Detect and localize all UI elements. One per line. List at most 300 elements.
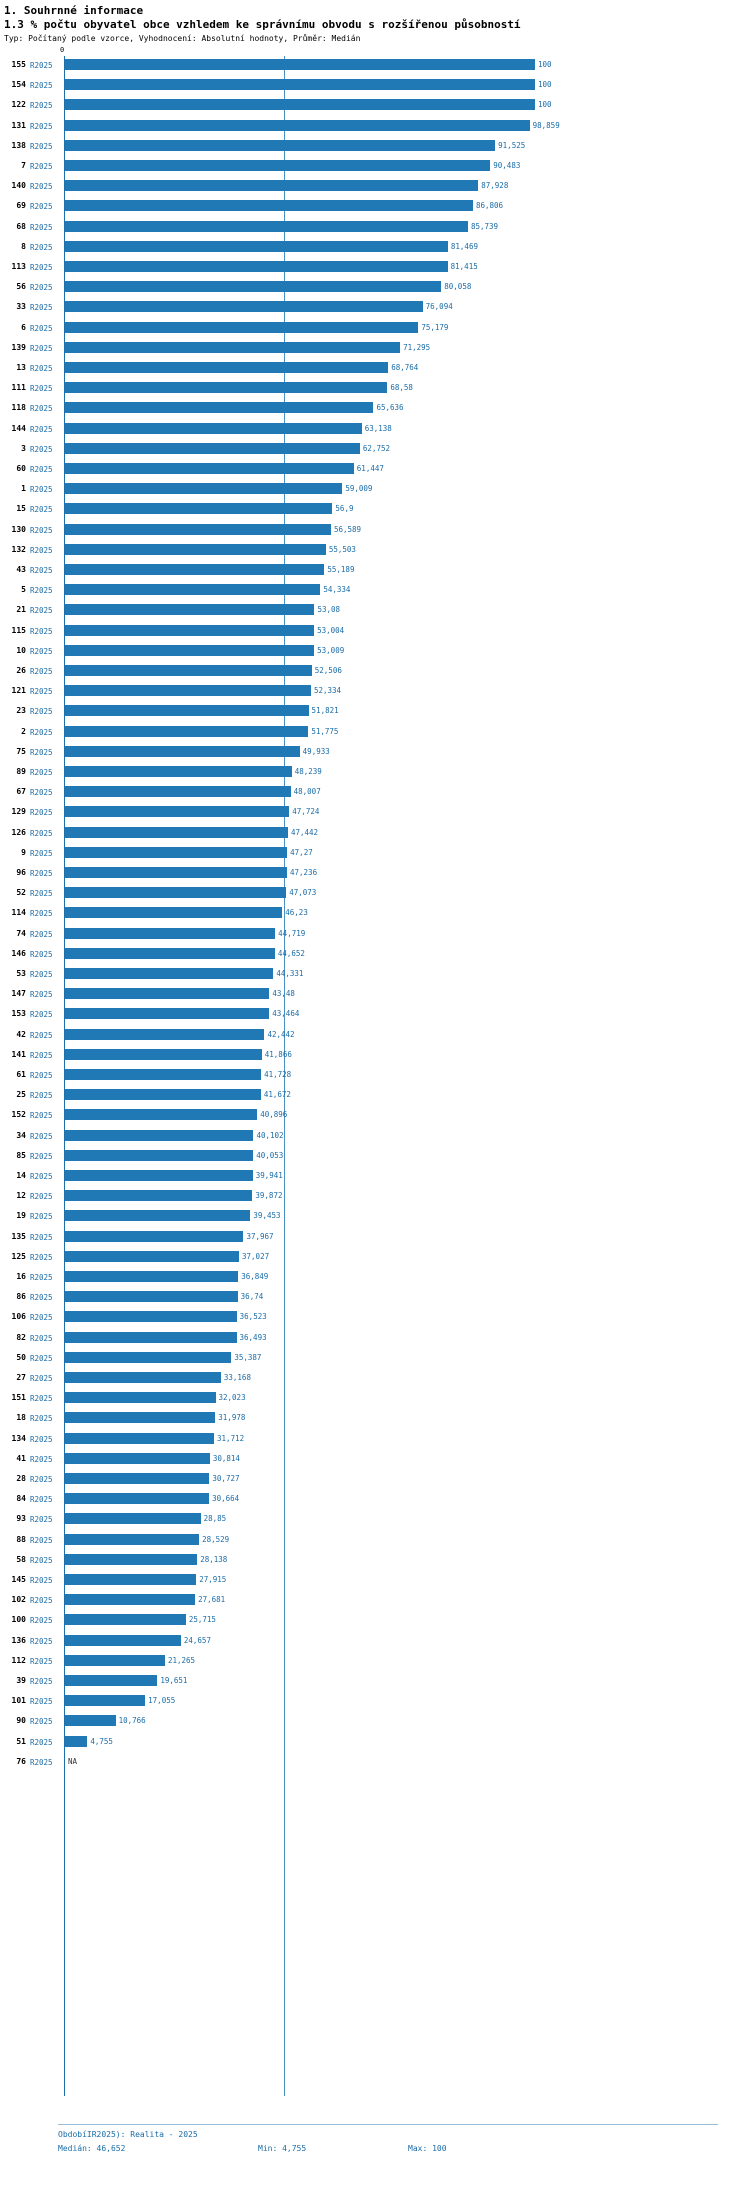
bar[interactable] (65, 827, 288, 838)
bar[interactable] (65, 180, 478, 191)
row-rank-label: 136 (11, 1635, 26, 1645)
bar-value-label: 33,168 (223, 1373, 251, 1382)
bar[interactable] (65, 1412, 215, 1423)
bar-value-label: 56,589 (333, 524, 362, 534)
row-rank-label: 146 (11, 948, 26, 958)
bar[interactable] (65, 1069, 261, 1080)
bar-value-label: 53,009 (317, 645, 345, 655)
bar[interactable] (65, 79, 535, 90)
bar-value-label: NA (68, 1756, 78, 1766)
bar[interactable] (65, 604, 314, 615)
row-series-label: R2025 (30, 263, 53, 272)
bar-row[interactable] (0, 1167, 750, 1187)
bar-row[interactable] (0, 339, 750, 359)
bar[interactable] (65, 1210, 250, 1221)
bar[interactable] (65, 948, 275, 959)
row-series-label: R2025 (30, 283, 53, 293)
row-series-label: R2025 (30, 1293, 53, 1303)
row-series-label: R2025 (30, 485, 53, 495)
row-rank-label: 126 (11, 827, 26, 837)
bar-row[interactable] (0, 803, 750, 823)
bar-row[interactable] (0, 702, 750, 722)
bar[interactable] (65, 382, 387, 393)
bar[interactable] (65, 1736, 87, 1747)
bar-value-label: 41,728 (264, 1070, 292, 1079)
bar-value-label: 36,493 (239, 1332, 267, 1342)
row-rank-label: 8 (21, 241, 26, 251)
row-series-label: R2025 (30, 1515, 53, 1525)
bar-value-label: 30,727 (212, 1474, 240, 1483)
row-series-label: R2025 (30, 1555, 53, 1565)
bar-value-label: 54,334 (323, 585, 351, 595)
bar-value-label: 53,08 (317, 605, 341, 615)
bar-row[interactable] (0, 1248, 750, 1268)
bar-row[interactable] (0, 1591, 750, 1611)
footer-divider (58, 2124, 718, 2125)
row-series-label: R2025 (30, 566, 53, 575)
bar-row[interactable] (0, 1046, 750, 1066)
bar[interactable] (65, 402, 373, 413)
row-rank-label: 3 (21, 443, 26, 453)
bar-row[interactable] (0, 197, 750, 217)
bar-row[interactable] (0, 1369, 750, 1389)
bar[interactable] (65, 968, 273, 979)
row-rank-label: 132 (11, 544, 26, 554)
row-rank-label: 122 (11, 100, 26, 110)
bar-value-label: 40,053 (256, 1150, 284, 1160)
row-rank-label: 21 (16, 605, 26, 615)
row-rank-label: 115 (11, 625, 26, 635)
row-series-label: R2025 (30, 101, 53, 111)
bar[interactable] (65, 1109, 257, 1120)
bar-row[interactable] (0, 723, 750, 743)
bar[interactable] (65, 1311, 237, 1322)
bar-row[interactable] (0, 1389, 750, 1409)
bar-value-label: 87,928 (481, 181, 509, 191)
row-series-label: R2025 (30, 1656, 53, 1666)
row-series-label: R2025 (30, 1414, 53, 1424)
bar-row[interactable] (0, 925, 750, 945)
row-series-label: R2025 (30, 1050, 53, 1060)
row-rank-label: 90 (16, 1716, 26, 1726)
bar-row[interactable] (0, 96, 750, 116)
bar-value-label: 39,872 (255, 1191, 283, 1201)
row-rank-label: 7 (21, 161, 26, 170)
bar-value-label: 27,915 (199, 1575, 227, 1584)
row-rank-label: 15 (16, 504, 26, 514)
row-series-label: R2025 (30, 1131, 53, 1141)
row-series-label: R2025 (30, 1697, 53, 1707)
row-rank-label: 23 (16, 706, 26, 716)
bar-row[interactable] (0, 541, 750, 561)
row-rank-label: 18 (16, 1413, 26, 1423)
row-rank-label: 53 (16, 969, 26, 978)
bar-value-label: 59,009 (345, 484, 373, 494)
row-series-label: R2025 (30, 1252, 53, 1262)
bar-row[interactable] (0, 238, 750, 258)
bar-row[interactable] (0, 965, 750, 985)
bar-row[interactable] (0, 76, 750, 96)
bar[interactable] (65, 1049, 262, 1060)
bar-row[interactable] (0, 500, 750, 520)
row-rank-label: 13 (16, 363, 26, 372)
bar[interactable] (65, 847, 287, 858)
row-rank-label: 114 (11, 908, 26, 918)
bar[interactable] (65, 443, 360, 454)
row-rank-label: 61 (16, 1070, 26, 1079)
bar-value-label: 4,755 (90, 1736, 113, 1746)
bar-row[interactable] (0, 157, 750, 177)
bar[interactable] (65, 524, 331, 535)
bar-row[interactable] (0, 218, 750, 238)
bar-row[interactable] (0, 1733, 750, 1753)
row-series-label: R2025 (30, 1636, 53, 1646)
bar[interactable] (65, 685, 311, 696)
bar-value-label: 61,447 (356, 464, 384, 473)
bar-row[interactable] (0, 278, 750, 298)
bar[interactable] (65, 301, 423, 312)
bar-row[interactable] (0, 1187, 750, 1207)
row-rank-label: 102 (11, 1595, 26, 1605)
row-series-label: R2025 (30, 646, 53, 656)
bar[interactable] (65, 1534, 199, 1545)
row-series-label: R2025 (30, 586, 53, 596)
bar-row[interactable] (0, 56, 750, 76)
bar-value-label: 24,657 (183, 1635, 211, 1645)
bar[interactable] (65, 261, 448, 272)
bar[interactable] (65, 120, 530, 131)
bar-row[interactable] (0, 985, 750, 1005)
row-series-label: R2025 (30, 1374, 53, 1383)
bar-row[interactable] (0, 480, 750, 500)
row-series-label: R2025 (30, 929, 53, 939)
row-rank-label: 125 (11, 1251, 26, 1261)
row-rank-label: 86 (16, 1292, 26, 1302)
row-series-label: R2025 (30, 848, 53, 858)
bar[interactable] (65, 1594, 195, 1605)
bar-value-label: 27,681 (198, 1595, 226, 1605)
bar-value-label: 47,442 (290, 827, 319, 837)
row-series-label: R2025 (30, 1394, 53, 1404)
bar[interactable] (65, 483, 342, 494)
bar-row[interactable] (0, 682, 750, 702)
bar-row[interactable] (0, 117, 750, 137)
bar-row[interactable] (0, 1329, 750, 1349)
bar-row[interactable] (0, 1652, 750, 1672)
bar-value-label: 28,529 (202, 1534, 230, 1544)
bar-row[interactable] (0, 824, 750, 844)
bar-row[interactable] (0, 763, 750, 783)
bar[interactable] (65, 928, 275, 939)
bar[interactable] (65, 1231, 243, 1242)
bar-row[interactable] (0, 420, 750, 440)
bar[interactable] (65, 1130, 253, 1141)
bar-row[interactable] (0, 1632, 750, 1652)
bar[interactable] (65, 1493, 209, 1504)
row-series-label: R2025 (30, 1212, 53, 1222)
bar-row[interactable] (0, 642, 750, 662)
bar-value-label: 37,967 (246, 1231, 274, 1241)
row-rank-label: 60 (16, 464, 26, 473)
stat-min: Min: 4,755 (258, 2144, 307, 2153)
row-series-label: R2025 (30, 626, 53, 636)
bar[interactable] (65, 423, 362, 434)
bar[interactable] (65, 1291, 238, 1302)
bar-row[interactable] (0, 1308, 750, 1328)
bar-row[interactable] (0, 359, 750, 379)
row-series-label: R2025 (30, 545, 53, 555)
row-rank-label: 138 (11, 140, 26, 150)
bar-value-label: 44,331 (276, 969, 304, 978)
bar[interactable] (65, 665, 312, 676)
bar-value-label: 76,094 (425, 302, 453, 312)
bar[interactable] (65, 1554, 197, 1565)
bar[interactable] (65, 544, 326, 555)
bar-value-label: 47,236 (290, 868, 318, 877)
bar-row[interactable] (0, 1672, 750, 1692)
bar[interactable] (65, 584, 320, 595)
bar[interactable] (65, 342, 400, 353)
bar[interactable] (65, 564, 324, 575)
bar-value-label: 48,239 (294, 767, 322, 776)
bar-row[interactable] (0, 460, 750, 480)
bar-row[interactable] (0, 1026, 750, 1046)
bar-row[interactable] (0, 440, 750, 460)
bar-row[interactable] (0, 581, 750, 601)
bar-row[interactable] (0, 1450, 750, 1470)
row-rank-label: 134 (11, 1433, 26, 1443)
bar[interactable] (65, 988, 269, 999)
bar[interactable] (65, 1655, 165, 1666)
bar[interactable] (65, 281, 441, 292)
bar[interactable] (65, 1614, 186, 1625)
row-series-label: R2025 (30, 1071, 53, 1080)
bar-row[interactable] (0, 319, 750, 339)
bar[interactable] (65, 241, 448, 252)
bar-value-label: 41,866 (264, 1049, 292, 1059)
bar[interactable] (65, 140, 495, 151)
bar[interactable] (65, 1675, 157, 1686)
bar[interactable] (65, 645, 314, 656)
row-series-label: R2025 (30, 141, 53, 151)
bar-row[interactable] (0, 1753, 750, 1773)
bar[interactable] (65, 221, 468, 232)
bar[interactable] (65, 887, 286, 898)
row-series-label: R2025 (30, 768, 53, 777)
bar[interactable] (65, 160, 490, 171)
row-rank-label: 76 (16, 1756, 26, 1766)
bar-row[interactable] (0, 399, 750, 419)
row-series-label: R2025 (30, 1333, 53, 1343)
row-rank-label: 153 (11, 1009, 26, 1019)
bar-row[interactable] (0, 1531, 750, 1551)
bar-value-label: 25,715 (188, 1615, 216, 1625)
bar[interactable] (65, 1352, 231, 1363)
row-series-label: R2025 (30, 808, 53, 818)
bar-row[interactable] (0, 601, 750, 621)
bar[interactable] (65, 1392, 216, 1403)
bar-row[interactable] (0, 1551, 750, 1571)
bar[interactable] (65, 1008, 269, 1019)
bar-row[interactable] (0, 743, 750, 763)
row-rank-label: 154 (11, 80, 26, 90)
bar-row[interactable] (0, 622, 750, 642)
bar[interactable] (65, 1453, 210, 1464)
bar-value-label: 39,453 (253, 1211, 281, 1221)
bar-value-label: 43,48 (272, 989, 295, 999)
bar[interactable] (65, 503, 332, 514)
bar-row[interactable] (0, 662, 750, 682)
row-series-label: R2025 (30, 465, 53, 474)
bar[interactable] (65, 726, 308, 737)
bar-row[interactable] (0, 783, 750, 803)
bar-row[interactable] (0, 1268, 750, 1288)
bar-row[interactable] (0, 1409, 750, 1429)
row-series-label: R2025 (30, 1192, 53, 1202)
bar[interactable] (65, 1332, 237, 1343)
bar-value-label: 71,295 (403, 342, 431, 352)
bar-value-label: 17,055 (148, 1696, 176, 1706)
bar[interactable] (65, 1513, 201, 1524)
bar-value-label: 55,503 (328, 544, 356, 554)
bar-row[interactable] (0, 1490, 750, 1510)
bar[interactable] (65, 1574, 196, 1585)
row-rank-label: 42 (16, 1029, 26, 1039)
row-series-label: R2025 (30, 1717, 53, 1727)
row-rank-label: 147 (11, 989, 26, 999)
row-rank-label: 88 (16, 1534, 26, 1544)
row-rank-label: 50 (16, 1352, 26, 1362)
row-rank-label: 25 (16, 1090, 26, 1100)
row-rank-label: 58 (16, 1554, 26, 1564)
bar-row[interactable] (0, 1228, 750, 1248)
row-rank-label: 51 (16, 1736, 26, 1746)
bar[interactable] (65, 362, 388, 373)
bar[interactable] (65, 1089, 261, 1100)
row-rank-label: 145 (11, 1575, 26, 1584)
row-series-label: R2025 (30, 61, 53, 70)
row-series-label: R2025 (30, 1495, 53, 1505)
bar[interactable] (65, 99, 535, 110)
bar[interactable] (65, 907, 282, 918)
bar-row[interactable] (0, 1288, 750, 1308)
bar-row[interactable] (0, 904, 750, 924)
row-series-label: R2025 (30, 242, 53, 252)
stat-max: Max: 100 (408, 2144, 447, 2153)
bar-row[interactable] (0, 1086, 750, 1106)
bar-value-label: 36,74 (240, 1292, 264, 1302)
bar-row[interactable] (0, 1712, 750, 1732)
row-rank-label: 131 (11, 120, 26, 130)
row-series-label: R2025 (30, 1535, 53, 1545)
row-rank-label: 75 (16, 746, 26, 756)
bar[interactable] (65, 1170, 253, 1181)
bar-row[interactable] (0, 1430, 750, 1450)
bar[interactable] (65, 463, 354, 474)
bar[interactable] (65, 1150, 253, 1161)
bar-value-label: 28,85 (203, 1514, 227, 1524)
bar-row[interactable] (0, 521, 750, 541)
bar-row[interactable] (0, 258, 750, 278)
plot-area (0, 46, 750, 2106)
bar[interactable] (65, 705, 309, 716)
bar-row[interactable] (0, 1470, 750, 1490)
bar[interactable] (65, 1372, 221, 1383)
stat-median: Medián: 46,652 (58, 2144, 126, 2153)
bar-row[interactable] (0, 1692, 750, 1712)
row-series-label: R2025 (30, 1434, 53, 1444)
row-series-label: R2025 (30, 707, 53, 717)
chart-subtitle: Typ: Počítaný podle vzorce, Vyhodnocení: Absolutní hodnoty, Průměr: Medián (4, 34, 361, 43)
bar[interactable] (65, 322, 418, 333)
bar-row[interactable] (0, 561, 750, 581)
bar[interactable] (65, 1433, 214, 1444)
bar-value-label: 40,102 (256, 1130, 284, 1140)
bar-row[interactable] (0, 844, 750, 864)
bar[interactable] (65, 1473, 209, 1484)
bar[interactable] (65, 746, 300, 757)
bar[interactable] (65, 1190, 252, 1201)
bar[interactable] (65, 200, 473, 211)
bar[interactable] (65, 59, 535, 70)
bar-row[interactable] (0, 137, 750, 157)
bar[interactable] (65, 1695, 145, 1706)
row-series-label: R2025 (30, 182, 53, 192)
row-rank-label: 34 (16, 1130, 26, 1140)
bar-row[interactable] (0, 864, 750, 884)
bar-row[interactable] (0, 1510, 750, 1530)
bar-row[interactable] (0, 1147, 750, 1167)
row-rank-label: 144 (11, 423, 26, 433)
bar[interactable] (65, 625, 314, 636)
bar-row[interactable] (0, 945, 750, 965)
row-series-label: R2025 (30, 444, 53, 454)
bar-row[interactable] (0, 1611, 750, 1631)
bar-row[interactable] (0, 177, 750, 197)
bar[interactable] (65, 1251, 239, 1262)
bar-value-label: 90,483 (493, 161, 521, 170)
bar-row[interactable] (0, 1207, 750, 1227)
bar-row[interactable] (0, 1106, 750, 1126)
bar[interactable] (65, 1635, 181, 1646)
bar-row[interactable] (0, 884, 750, 904)
bar[interactable] (65, 806, 289, 817)
bar-row[interactable] (0, 1127, 750, 1147)
row-series-label: R2025 (30, 1091, 53, 1101)
bar-row[interactable] (0, 1066, 750, 1086)
bar-value-label: 42,442 (267, 1029, 295, 1039)
row-series-label: R2025 (30, 525, 53, 535)
bar[interactable] (65, 766, 292, 777)
bar[interactable] (65, 867, 287, 878)
bar-value-label: 36,523 (239, 1312, 267, 1322)
row-series-label: R2025 (30, 1232, 53, 1242)
bar-row[interactable] (0, 298, 750, 318)
bar-value-label: 63,138 (364, 423, 392, 433)
bar[interactable] (65, 1715, 116, 1726)
bar-value-label: 98,859 (532, 120, 560, 130)
bar-row[interactable] (0, 379, 750, 399)
bar-row[interactable] (0, 1349, 750, 1369)
bar[interactable] (65, 1271, 238, 1282)
row-rank-label: 121 (11, 686, 26, 696)
bar-value-label: 47,724 (292, 807, 320, 817)
bar-row[interactable] (0, 1571, 750, 1591)
bar-row[interactable] (0, 1005, 750, 1025)
bar[interactable] (65, 786, 291, 797)
row-series-label: R2025 (30, 1353, 53, 1363)
bar[interactable] (65, 1029, 264, 1040)
